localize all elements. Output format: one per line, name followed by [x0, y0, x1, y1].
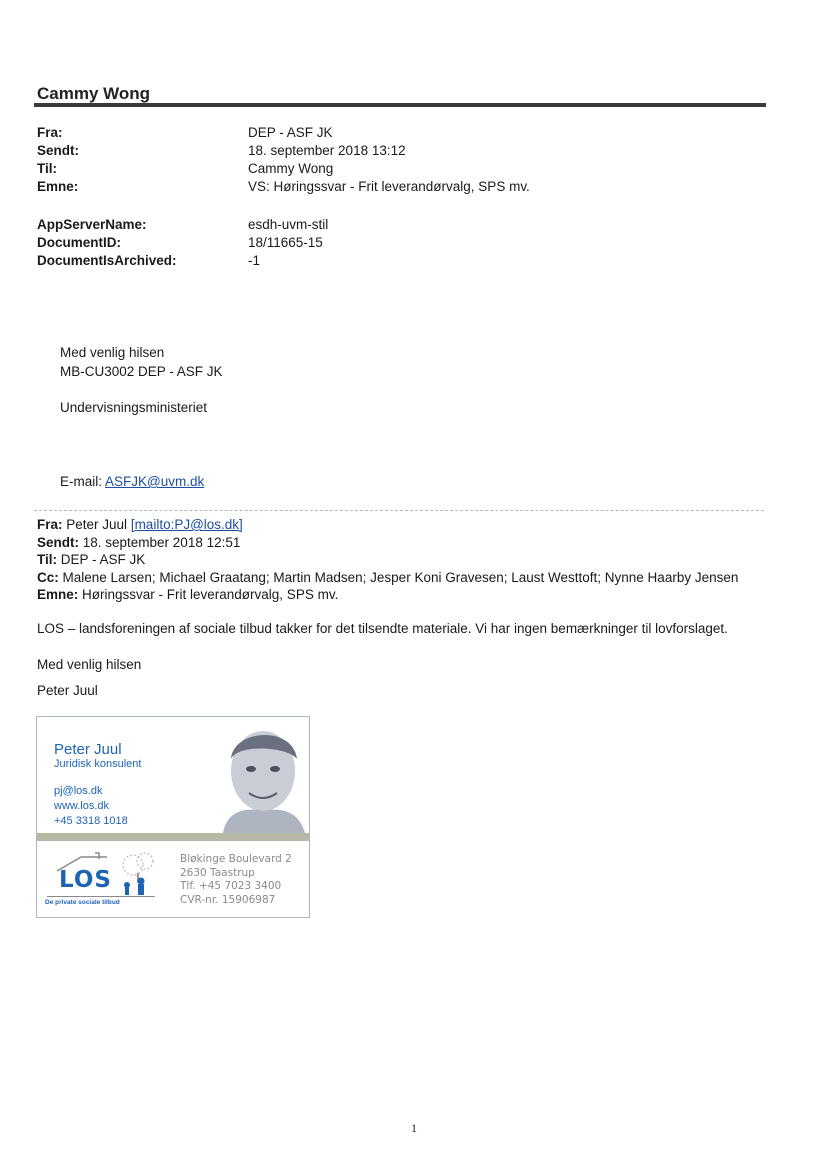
docmeta-value-appserver: esdh-uvm-stil: [248, 217, 329, 232]
fwd-from-line: [37, 516, 797, 534]
fwd-from-name: Peter Juul: [62, 517, 131, 532]
card-top: [37, 717, 309, 835]
fwd-sent-label: Sendt:: [37, 534, 79, 550]
signature-email-label: E-mail:: [60, 474, 106, 489]
address-cvr: CVR-nr. 15906987: [180, 893, 276, 906]
signature-sender: MB-CU3002 DEP - ASF JK: [60, 364, 223, 379]
logo-underline: [47, 896, 155, 897]
docmeta-label-archived: DocumentIsArchived:: [37, 253, 177, 268]
message-signoff-name: Peter Juul: [37, 683, 98, 698]
fwd-sent-line: [37, 534, 797, 552]
los-tagline: De private sociale tilbud: [45, 899, 120, 906]
meta-label-to: Til:: [37, 161, 57, 176]
meta-value-to: Cammy Wong: [248, 161, 334, 176]
card-phone: +45 3318 1018: [54, 815, 128, 827]
address-city: 2630 Taastrup: [180, 866, 255, 879]
signature-email-link[interactable]: ASFJK@uvm.dk: [105, 474, 205, 489]
card-bottom: [37, 841, 309, 917]
address-phone: Tlf. +45 7023 3400: [180, 880, 282, 892]
business-card: [36, 716, 310, 918]
title-rule: [34, 103, 766, 107]
fwd-from-mailto-link[interactable]: [mailto:PJ@los.dk]: [130, 517, 243, 532]
portrait-photo: [215, 719, 305, 833]
fwd-cc-line: [37, 569, 797, 587]
fwd-to-value: DEP - ASF JK: [57, 552, 146, 567]
card-role: Juridisk konsulent: [54, 758, 142, 770]
forwarded-header: [37, 516, 797, 604]
fwd-cc-value: Malene Larsen; Michael Graatang; Martin Madsen; Jesper Koni Gravesen; Laust Westtoft; Nynne Haarby Jensen: [58, 569, 739, 585]
fwd-subject-label: Emne:: [37, 587, 79, 602]
fwd-sent-value: 18. september 2018 12:51: [79, 534, 241, 550]
fwd-subject-line: [37, 586, 797, 604]
signature-greeting: Med venlig hilsen: [60, 345, 165, 360]
fwd-to-label: Til:: [37, 552, 57, 567]
docmeta-label-appserver: AppServerName:: [37, 217, 147, 232]
fwd-cc-label: Cc:: [37, 569, 59, 585]
meta-value-sent: 18. september 2018 13:12: [248, 143, 406, 158]
message-greeting: Med venlig hilsen: [37, 657, 142, 672]
fwd-to-line: [37, 551, 797, 569]
card-band: [37, 833, 309, 841]
meta-label-subject: Emne:: [37, 179, 79, 194]
message-body: LOS – landsforeningen af sociale tilbud takker for det tilsendte materiale. Vi har ingen bemærkninger til lovforslaget.: [37, 621, 728, 636]
document-title: Cammy Wong: [37, 84, 151, 103]
los-logo-text: LOS: [59, 867, 112, 893]
address-street: Bløkinge Boulevard 2: [180, 853, 292, 865]
signature-org: Undervisningsministeriet: [60, 400, 208, 415]
meta-value-from: DEP - ASF JK: [248, 125, 333, 140]
fwd-from-label: Fra:: [37, 517, 63, 532]
card-name: Peter Juul: [54, 741, 122, 758]
page-number: 1: [411, 1121, 417, 1135]
docmeta-value-archived: -1: [248, 253, 261, 268]
meta-value-subject: VS: Høringssvar - Frit leverandørvalg, SPS mv.: [248, 179, 530, 194]
signature-email-line: [60, 474, 204, 489]
docmeta-value-documentid: 18/11665-15: [248, 235, 323, 250]
card-address: [180, 853, 292, 907]
forward-divider: [34, 510, 764, 511]
docmeta-label-documentid: DocumentID:: [37, 235, 121, 250]
fwd-subject-value: Høringssvar - Frit leverandørvalg, SPS mv.: [78, 587, 339, 602]
card-email: pj@los.dk: [54, 785, 103, 797]
meta-label-from: Fra:: [37, 125, 63, 140]
meta-label-sent: Sendt:: [37, 143, 79, 158]
card-web: www.los.dk: [54, 800, 110, 812]
